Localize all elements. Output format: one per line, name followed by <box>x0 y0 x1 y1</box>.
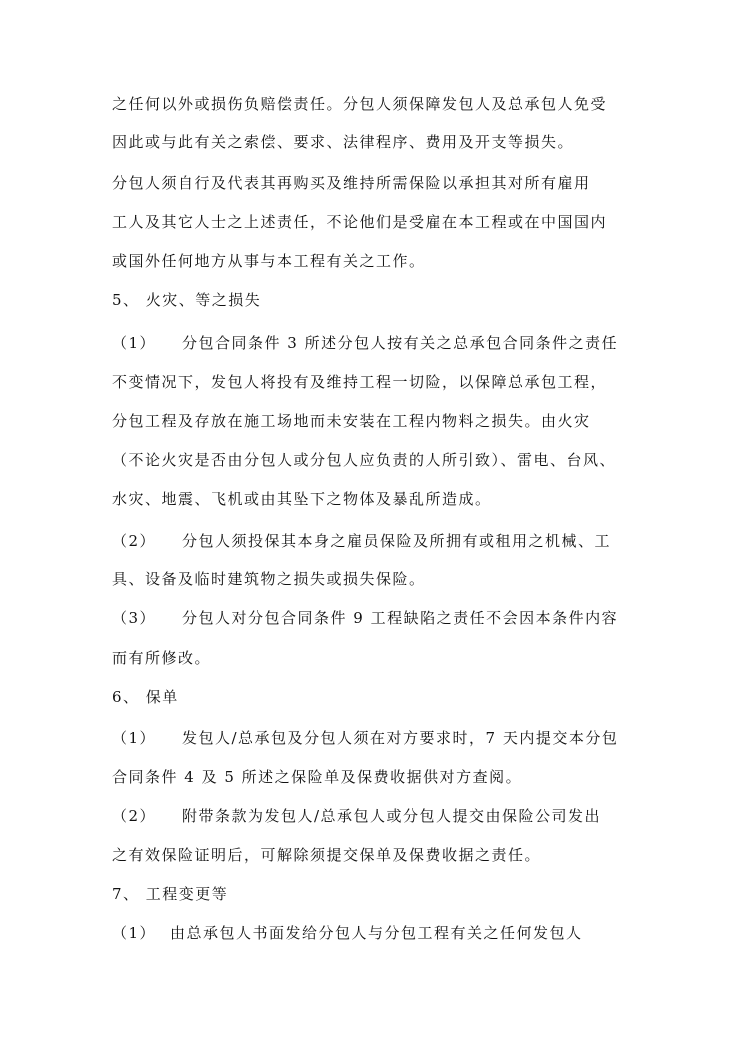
section-heading: 6、 保单 <box>112 688 179 706</box>
clause-text: 分包人对分包合同条件 9 工程缺陷之责任不会因本条件内容 <box>182 609 619 627</box>
clause-number: （1） <box>112 924 157 942</box>
text-line: 不变情况下，发包人将投有及维持工程一切险，以保障总承包工程， <box>112 373 608 391</box>
text-line: 因此或与此有关之索偿、要求、法律程序、费用及开支等损失。 <box>112 133 575 151</box>
clause-number: （1） <box>112 729 157 747</box>
text-line: 合同条件 4 及 5 所述之保险单及保费收据供对方查阅。 <box>112 768 523 786</box>
clause-text: 由总承包人书面发给分包人与分包工程有关之任何发包人 <box>170 924 583 942</box>
clause-line <box>112 333 637 353</box>
clause-line <box>112 728 637 748</box>
text-line: 之任何以外或损伤负赔偿责任。分包人须保障发包人及总承包人免受 <box>112 95 608 113</box>
clause-line <box>112 923 637 943</box>
text-line: 工人及其它人士之上述责任，不论他们是受雇在本工程或在中国国内 <box>112 213 608 231</box>
text-line: 而有所修改。 <box>112 649 212 667</box>
text-line: 分包人须自行及代表其再购买及维持所需保险以承担其对所有雇用 <box>112 174 591 192</box>
clause-line <box>112 806 637 826</box>
clause-text: 分包合同条件 3 所述分包人按有关之总承包合同条件之责任 <box>182 334 619 352</box>
clause-text: 分包人须投保其本身之雇员保险及所拥有或租用之机械、工 <box>182 532 612 550</box>
clause-line <box>112 608 637 628</box>
text-line: 水灾、地震、飞机或由其坠下之物体及暴乱所造成。 <box>112 490 492 508</box>
text-line: 分包工程及存放在施工场地而未安装在工程内物料之损失。由火灾 <box>112 412 591 430</box>
text-line: 或国外任何地方从事与本工程有关之工作。 <box>112 252 426 270</box>
clause-line <box>112 531 637 551</box>
clause-number: （2） <box>112 807 157 825</box>
text-line: （不论火灾是否由分包人或分包人应负责的人所引致）、雷电、台风、 <box>112 451 617 469</box>
section-heading: 5、 火灾、等之损失 <box>112 291 262 309</box>
text-line: 之有效保险证明后，可解除须提交保单及保费收据之责任。 <box>112 846 542 864</box>
clause-text: 附带条款为发包人/总承包人或分包人提交由保险公司发出 <box>182 807 602 825</box>
section-heading: 7、 工程变更等 <box>112 885 229 903</box>
clause-number: （3） <box>112 609 157 627</box>
text-line: 具、设备及临时建筑物之损失或损失保险。 <box>112 570 426 588</box>
clause-number: （2） <box>112 532 157 550</box>
clause-text: 发包人/总承包及分包人须在对方要求时，7 天内提交本分包 <box>182 729 619 747</box>
clause-number: （1） <box>112 334 157 352</box>
